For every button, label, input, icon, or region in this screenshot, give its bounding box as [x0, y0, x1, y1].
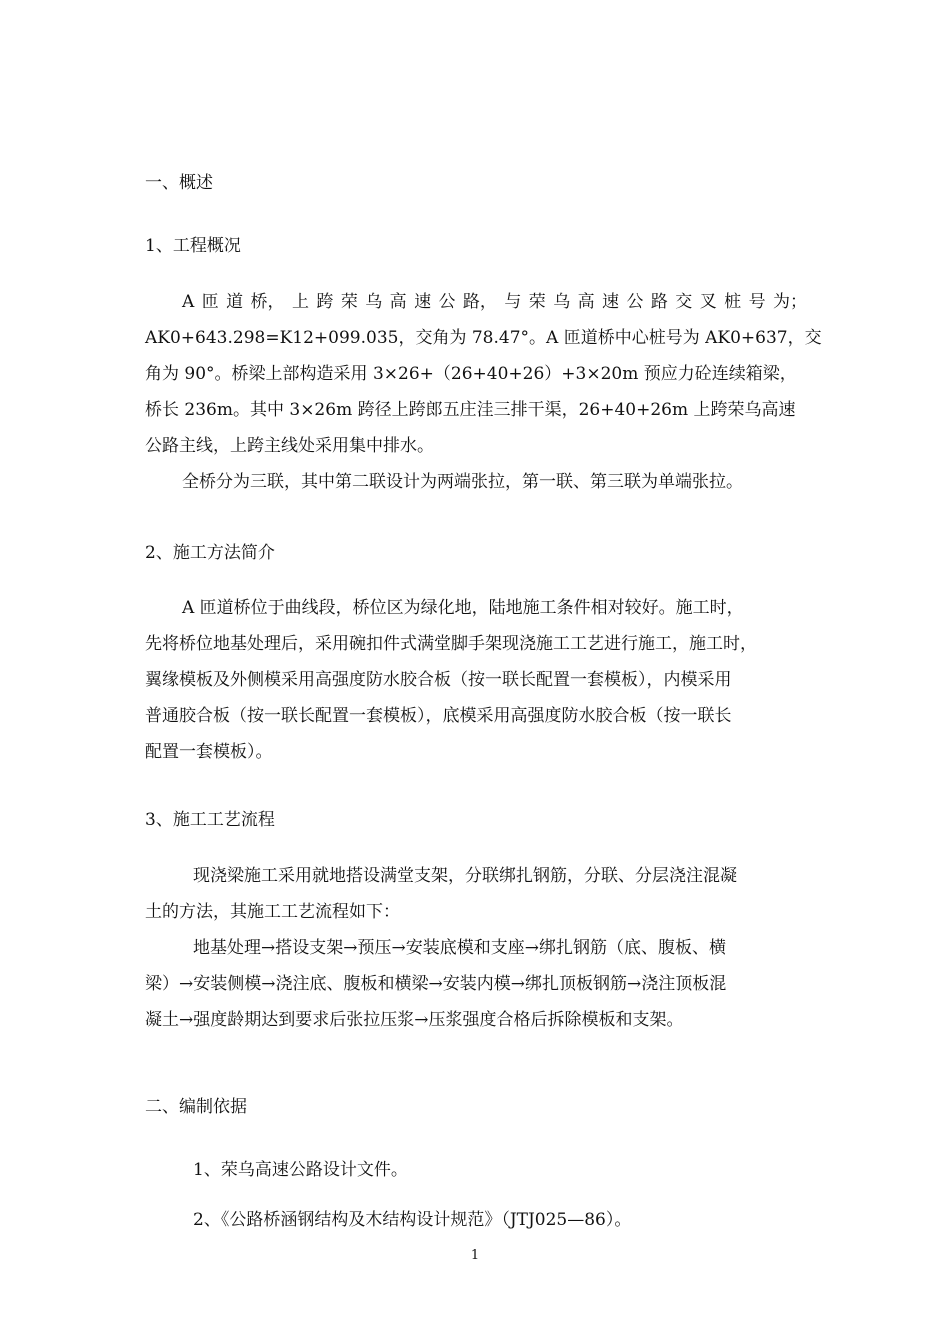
overview-line-1-word: 速 [414, 292, 432, 312]
overview-line-1-word: A [182, 292, 195, 312]
process-line-2: 土的方法，其施工工艺流程如下： [145, 902, 400, 922]
overview-line-1-word: 为； [772, 292, 807, 312]
basis-item-1: 1、荣乌高速公路设计文件。 [193, 1160, 408, 1180]
overview-line-1-word: 乌 [365, 292, 383, 312]
page-number: 1 [470, 1248, 480, 1263]
overview-line-1-word: 公 [438, 292, 456, 312]
overview-line-3: 角为 90°。桥梁上部构造采用 3×26+（26+40+26）+3×20m 预应力砼连续箱梁， [145, 364, 797, 384]
overview-line-1-word: 叉 [699, 292, 717, 312]
overview-line-1-word: 匝 [201, 292, 219, 312]
process-line-5: 凝土→强度龄期达到要求后张拉压浆→压浆强度合格后拆除模板和支架。 [145, 1010, 684, 1030]
overview-line-1-word: 路， [462, 292, 497, 312]
overview-line-1-word: 公 [626, 292, 644, 312]
method-line-1: A 匝道桥位于曲线段，桥位区为绿化地，陆地施工条件相对较好。施工时， [182, 598, 744, 618]
overview-line-1 [145, 284, 807, 320]
method-line-5: 配置一套模板）。 [145, 742, 273, 762]
heading-compilation-basis: 二、编制依据 [145, 1097, 247, 1117]
overview-line-1-word: 荣 [528, 292, 546, 312]
process-line-4: 梁）→安装侧模→浇注底、腹板和横梁→安装内模→绑扎顶板钢筋→浇注顶板混 [145, 974, 727, 994]
method-line-4: 普通胶合板（按一联长配置一套模板），底模采用高强度防水胶合板（按一联长 [145, 706, 732, 726]
overview-line-1-word: 桩 [724, 292, 742, 312]
overview-line-1-word: 上 [291, 292, 309, 312]
paragraph-construction-process [145, 858, 807, 1038]
method-line-2: 先将桥位地基处理后，采用碗扣件式满堂脚手架现浇施工工艺进行施工，施工时， [145, 634, 757, 654]
overview-line-1-word: 号 [748, 292, 766, 312]
process-line-3: 地基处理→搭设支架→预压→安装底模和支座→绑扎钢筋（底、腹板、横 [193, 938, 726, 958]
basis-item-2: 2、《公路桥涵钢结构及木结构设计规范》（JTJ025—86）。 [193, 1210, 632, 1230]
process-line-1: 现浇梁施工采用就地搭设满堂支架，分联绑扎钢筋，分联、分层浇注混凝 [193, 866, 737, 886]
overview-line-1-word: 高 [389, 292, 407, 312]
paragraph-project-overview [145, 284, 822, 500]
overview-line-5: 公路主线，上跨主线处采用集中排水。 [145, 436, 434, 456]
overview-line-1-word: 乌 [553, 292, 571, 312]
heading-construction-process: 3、施工工艺流程 [145, 810, 275, 830]
overview-line-4: 桥长 236m。其中 3×26m 跨径上跨郎五庄洼三排干渠，26+40+26m 上跨荣乌高速 [145, 400, 796, 420]
heading-project-overview: 1、工程概况 [145, 236, 241, 256]
overview-line-1-word: 桥， [250, 292, 285, 312]
heading-overview: 一、概述 [145, 173, 213, 193]
method-line-3: 翼缘模板及外侧模采用高强度防水胶合板（按一联长配置一套模板），内模采用 [145, 670, 732, 690]
overview-line-1-word: 与 [504, 292, 522, 312]
overview-line-1-word: 道 [226, 292, 244, 312]
overview-line-6: 全桥分为三联，其中第二联设计为两端张拉，第一联、第三联为单端张拉。 [182, 472, 743, 492]
overview-line-1-word: 荣 [340, 292, 358, 312]
heading-construction-method: 2、施工方法简介 [145, 543, 275, 563]
overview-line-1-word: 速 [602, 292, 620, 312]
overview-line-1-word: 路 [650, 292, 668, 312]
overview-line-1-word: 高 [577, 292, 595, 312]
overview-line-2: AK0+643.298=K12+099.035，交角为 78.47°。A 匝道桥中心桩号为 AK0+637，交 [145, 328, 822, 348]
overview-line-1-word: 跨 [316, 292, 334, 312]
overview-line-1-word: 交 [675, 292, 693, 312]
paragraph-construction-method [145, 590, 807, 770]
